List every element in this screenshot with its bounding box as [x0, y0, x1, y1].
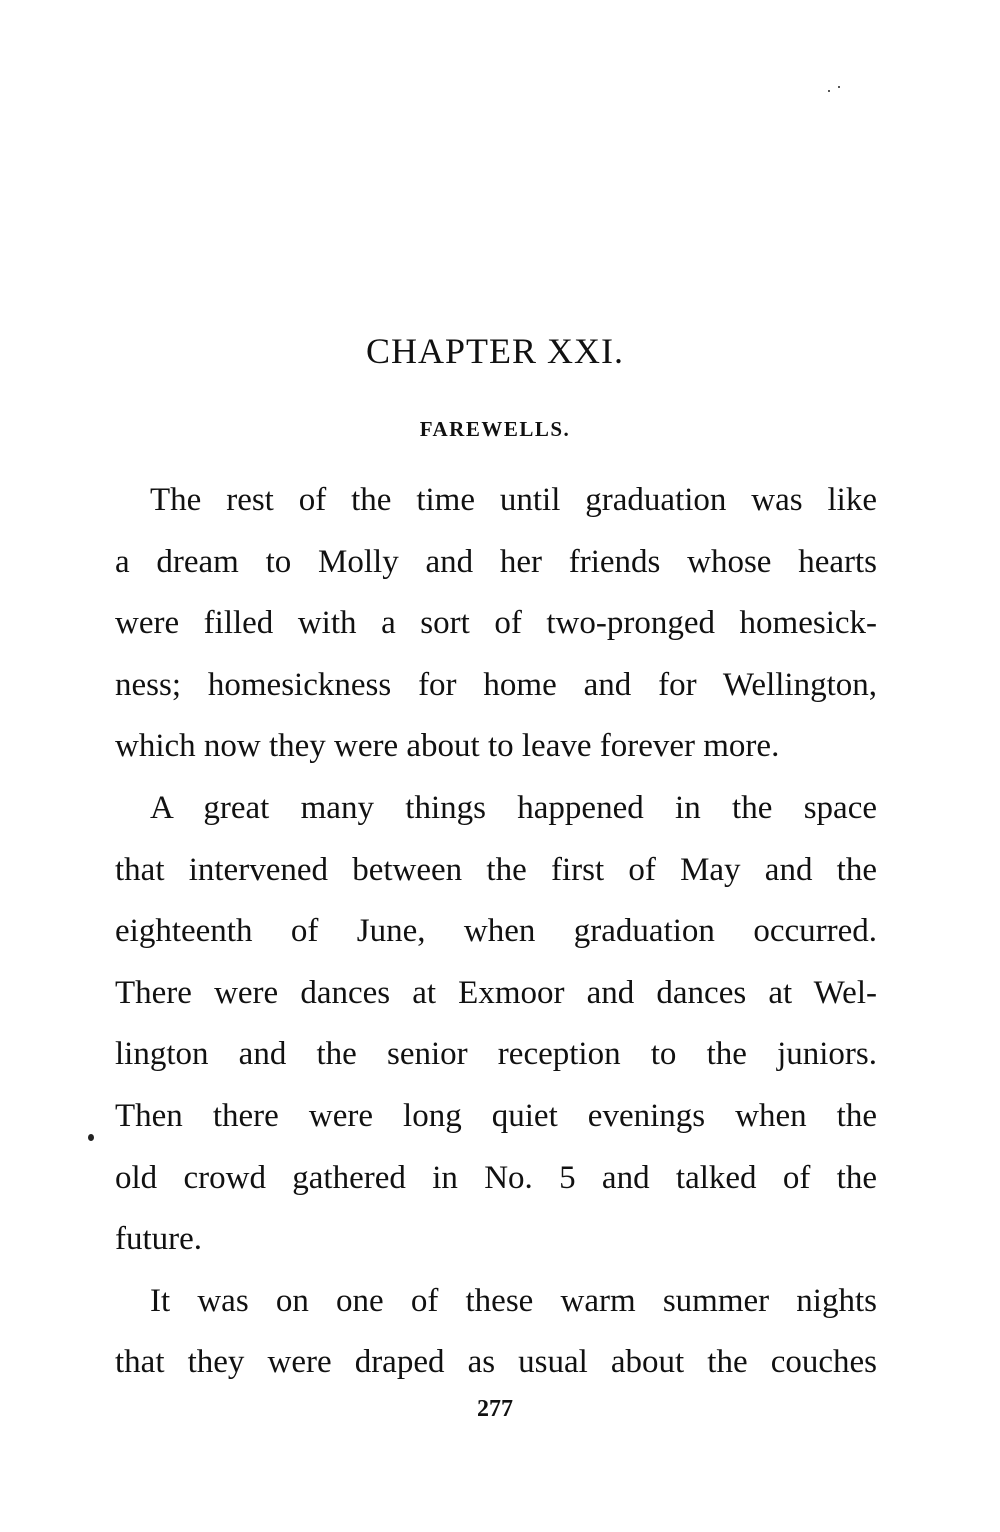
chapter-subtitle: FAREWELLS. [419, 417, 571, 441]
text-line: future. [115, 1221, 203, 1258]
text-line: The rest of the time until graduation was like [150, 482, 877, 518]
text-line: a dream to Molly and her friends whose hearts [115, 543, 877, 580]
text-line: that they were draped as usual about the couches [115, 1344, 877, 1381]
text-line: which now they were about to leave forever more. [115, 728, 780, 765]
text-line: ness; homesickness for home and for Wellington, [115, 666, 877, 703]
text-line: were filled with a sort of two-pronged homesick- [115, 605, 877, 642]
body-text [115, 470, 877, 1394]
text-line: There were dances at Exmoor and dances at Wel- [115, 974, 877, 1011]
text-line: It was on one of these warm summer nights [150, 1282, 877, 1319]
ink-speck [88, 1134, 94, 1141]
chapter-title: CHAPTER XXI. [365, 331, 624, 371]
ink-speck [838, 86, 840, 88]
text-line: Then there were long quiet evenings when the [115, 1097, 877, 1134]
text-line: A great many things happened in the space [150, 789, 877, 826]
text-line: eighteenth of June, when graduation occurred. [115, 913, 877, 950]
ink-speck [828, 90, 830, 92]
page-number: 277 [477, 1396, 513, 1422]
text-line: lington and the senior reception to the juniors. [115, 1036, 877, 1073]
text-line: that intervened between the first of May and the [115, 851, 877, 888]
text-line: old crowd gathered in No. 5 and talked of the [115, 1159, 877, 1196]
